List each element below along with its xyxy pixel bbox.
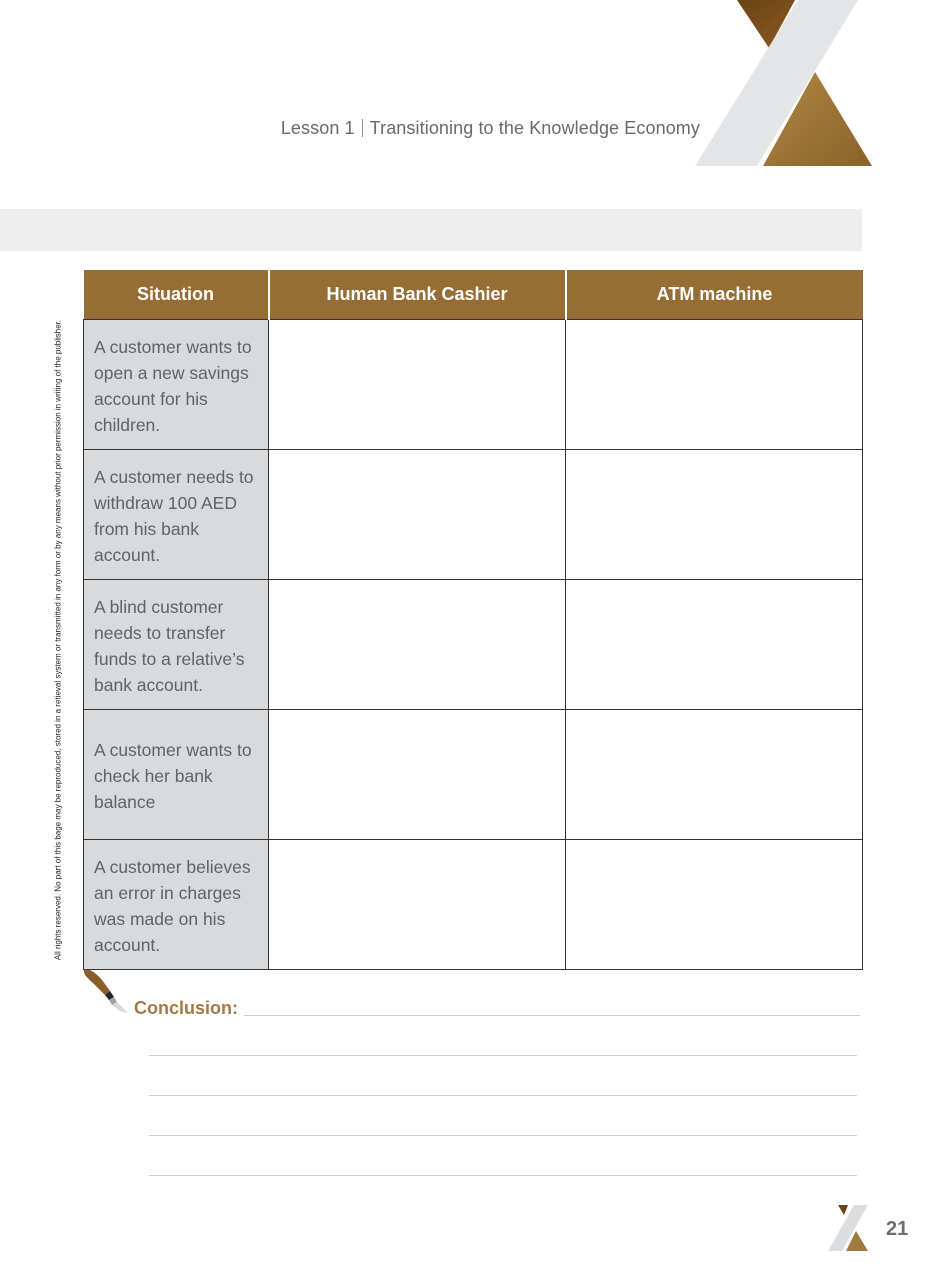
atm-answer-cell[interactable] [566,840,863,970]
header-separator [362,119,363,137]
atm-answer-cell[interactable] [566,320,863,450]
situation-cell: A customer believes an error in charges was made on his account. [84,840,269,970]
column-header-situation: Situation [84,270,269,320]
table-row [84,840,863,970]
human-cashier-answer-cell[interactable] [269,580,566,710]
conclusion-answer-line[interactable] [244,1015,860,1016]
table-row [84,320,863,450]
column-header-human-bank-cashier: Human Bank Cashier [269,270,566,320]
pen-icon [80,967,130,1017]
human-cashier-answer-cell[interactable] [269,710,566,840]
conclusion-answer-line[interactable] [149,1175,857,1176]
situation-cell: A customer wants to open a new savings account for his children. [84,320,269,450]
conclusion-label: Conclusion: [134,998,238,1018]
human-cashier-answer-cell[interactable] [269,450,566,580]
situation-cell: A customer wants to check her bank balance [84,710,269,840]
conclusion-answer-line[interactable] [149,1095,857,1096]
human-cashier-answer-cell[interactable] [269,320,566,450]
lesson-header [0,118,700,139]
column-header-atm-machine: ATM machine [566,270,863,320]
situation-cell: A blind customer needs to transfer funds to a relative’s bank account. [84,580,269,710]
conclusion-answer-line[interactable] [149,1135,857,1136]
table-header-row [84,270,863,320]
lesson-title: Transitioning to the Knowledge Economy [369,118,700,138]
situation-cell: A customer needs to withdraw 100 AED from his bank account. [84,450,269,580]
table-row [84,450,863,580]
atm-answer-cell[interactable] [566,580,863,710]
brand-logo-icon [695,0,875,170]
brand-logo-small-icon [828,1205,872,1251]
human-cashier-answer-cell[interactable] [269,840,566,970]
table-row [84,710,863,840]
comparison-table [83,270,863,970]
lesson-number: Lesson 1 [280,118,355,138]
section-band [0,209,862,251]
atm-answer-cell[interactable] [566,710,863,840]
conclusion-answer-line[interactable] [149,1055,857,1056]
copyright-notice: All rights reserved. No part of this bage may be reproduced, stored in a retieval system or transmitted in any form or by any means without prior permission in writing of the publisher. [53,319,63,961]
table-row [84,580,863,710]
atm-answer-cell[interactable] [566,450,863,580]
page-number: 21 [886,1218,909,1240]
